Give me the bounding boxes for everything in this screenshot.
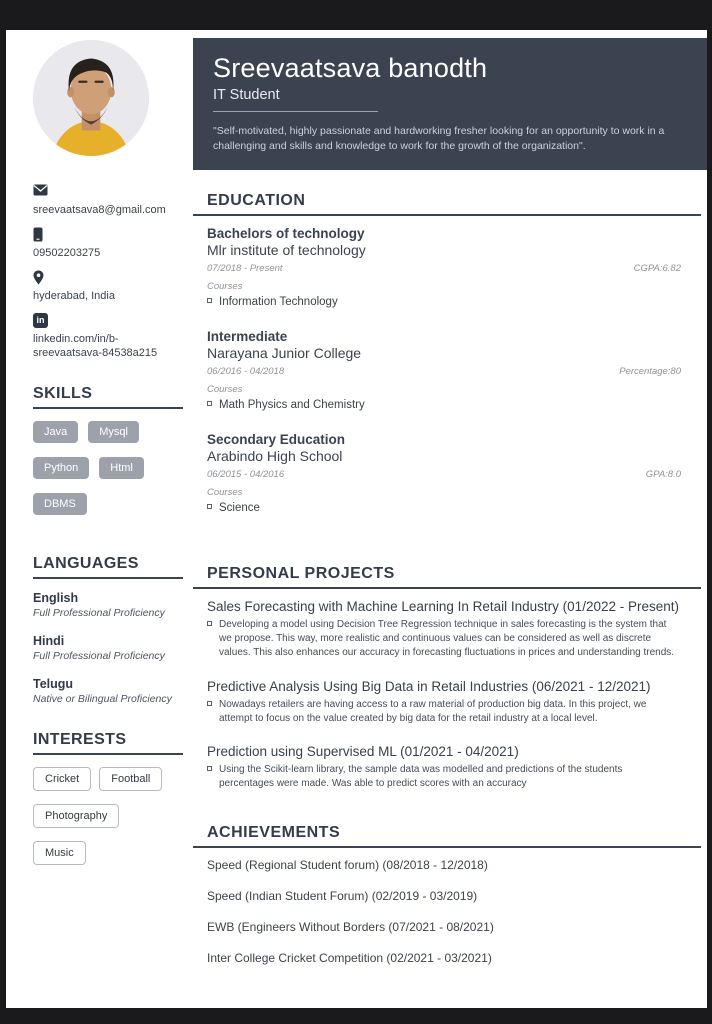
summary-quote: "Self-motivated, highly passionate and hardworking fresher looking for an opportunity to work in a challenging and skills and knowledge to work for the growth of the organization".	[213, 125, 665, 153]
degree: Secondary Education	[207, 432, 346, 448]
project-description-row	[207, 763, 681, 791]
skills-divider	[33, 407, 183, 409]
location-pin-icon	[33, 270, 185, 286]
location-value: hyderabad, India	[33, 289, 115, 302]
linkedin-badge: in	[33, 313, 48, 328]
achievement-item: EWB (Engineers Without Borders (07/2021 - 08/2021)	[207, 920, 494, 935]
language-level: Full Professional Proficiency	[33, 650, 165, 663]
project-title: Prediction using Supervised ML (01/2021 - 04/2021)	[207, 744, 519, 760]
course-item	[207, 399, 681, 411]
phone-icon	[33, 227, 185, 243]
job-title: IT Student	[213, 87, 280, 103]
profile-photo	[33, 40, 149, 156]
language-item	[33, 591, 185, 619]
spacer	[193, 535, 707, 565]
profile-photo-illustration	[33, 40, 149, 156]
interest-tag: Football	[99, 767, 162, 791]
language-item	[33, 677, 185, 705]
skill-tag: Python	[33, 457, 89, 479]
education-body	[193, 216, 707, 514]
resume-header	[193, 38, 707, 170]
achievements-heading: ACHIEVEMENTS	[207, 824, 341, 842]
interests-tags	[33, 767, 185, 878]
skill-tag: Mysql	[88, 421, 139, 443]
email-value[interactable]: sreevaatsava8@gmail.com	[33, 204, 166, 216]
achievement-item: Speed (Regional Student forum) (08/2018 - 12/2018)	[207, 858, 488, 873]
sidebar	[33, 40, 185, 904]
main-column	[193, 38, 707, 982]
square-bullet-icon	[207, 766, 212, 771]
interest-tag: Photography	[33, 804, 119, 828]
course-text: Science	[219, 502, 260, 515]
language-level: Full Professional Proficiency	[33, 607, 165, 620]
languages-divider	[33, 577, 183, 579]
spacer	[193, 810, 707, 824]
school: Arabindo High School	[207, 448, 343, 465]
project-entry	[207, 679, 681, 726]
course-item	[207, 296, 681, 308]
email-icon	[33, 184, 185, 200]
project-entry	[207, 744, 681, 791]
contact-linkedin	[33, 313, 185, 362]
project-description: Using the Scikit-learn library, the sample data was modelled and predictions of the students percentages were made. Was able to predict scores with an accuracy	[219, 764, 623, 790]
education-meta	[207, 263, 681, 274]
achievement-item: Inter College Cricket Competition (02/2021 - 03/2021)	[207, 951, 492, 966]
course-text: Information Technology	[219, 296, 338, 309]
achievements-section	[193, 824, 707, 965]
skill-tag: Java	[33, 421, 78, 443]
resume-page	[6, 30, 707, 1008]
courses-label: Courses	[207, 384, 243, 396]
project-description-row	[207, 698, 681, 726]
project-title: Sales Forecasting with Machine Learning In Retail Industry (01/2022 - Present)	[207, 599, 679, 615]
project-title: Predictive Analysis Using Big Data in Retail Industries (06/2021 - 12/2021)	[207, 678, 651, 694]
skills-heading: SKILLS	[33, 385, 93, 403]
linkedin-icon	[33, 313, 185, 329]
projects-heading: PERSONAL PROJECTS	[207, 565, 395, 583]
score: GPA:8.0	[645, 469, 681, 481]
languages-heading: LANGUAGES	[33, 555, 139, 573]
courses-label: Courses	[207, 281, 243, 293]
date-range: 07/2018 - Present	[207, 263, 283, 275]
achievement-item: Speed (Indian Student Forum) (02/2019 - 03/2019)	[207, 889, 478, 904]
linkedin-value[interactable]: linkedin.com/in/b-sreevaatsava-84538a215	[33, 332, 158, 360]
contact-location	[33, 270, 185, 304]
square-bullet-icon	[207, 701, 212, 706]
square-bullet-icon	[207, 621, 212, 626]
title-underline	[213, 111, 378, 112]
skills-tags	[33, 421, 185, 529]
language-name: Hindi	[33, 634, 65, 649]
language-name: English	[33, 591, 79, 606]
contact-email	[33, 184, 185, 218]
contact-phone	[33, 227, 185, 261]
interest-tag: Music	[33, 841, 86, 865]
education-meta	[207, 469, 681, 480]
score: CGPA:6.82	[633, 263, 681, 275]
course-item	[207, 502, 681, 514]
square-bullet-icon	[207, 298, 212, 303]
school: Narayana Junior College	[207, 345, 362, 362]
language-name: Telugu	[33, 677, 74, 692]
course-text: Math Physics and Chemistry	[219, 399, 365, 412]
project-description: Nowadays retailers are having access to a raw material of production big data. In this project, we attempt to focus on the value created by big data for the retail industry at a local level.	[219, 698, 647, 724]
education-entry	[207, 226, 681, 308]
candidate-name: Sreevaatsava banodth	[213, 53, 488, 83]
language-item	[33, 634, 185, 662]
courses-label: Courses	[207, 487, 243, 499]
skill-tag: DBMS	[33, 493, 87, 515]
project-description-row	[207, 618, 681, 659]
education-section	[193, 192, 707, 514]
interests-divider	[33, 753, 183, 755]
interests-heading: INTERESTS	[33, 731, 127, 749]
projects-body	[193, 589, 707, 791]
score: Percentage:80	[619, 366, 681, 378]
education-entry	[207, 329, 681, 411]
school: Mlr institute of technology	[207, 242, 366, 259]
education-entry	[207, 432, 681, 514]
degree: Bachelors of technology	[207, 226, 365, 242]
square-bullet-icon	[207, 504, 212, 509]
project-entry	[207, 599, 681, 659]
degree: Intermediate	[207, 329, 288, 345]
language-level: Native or Bilingual Proficiency	[33, 693, 172, 706]
skill-tag: Html	[99, 457, 144, 479]
achievements-body	[193, 848, 707, 965]
skills-section	[33, 385, 185, 529]
project-description: Developing a model using Decision Tree Regression technique in sales forecasting is the system that we propose. This way, more realistic and continuous values can be considered as well as discrete values. This also enhances our accuracy in forecasting fluctuations in prices and understanding trends.	[219, 619, 675, 659]
date-range: 06/2015 - 04/2016	[207, 469, 285, 481]
languages-section	[33, 555, 185, 705]
education-meta	[207, 366, 681, 377]
square-bullet-icon	[207, 401, 212, 406]
date-range: 06/2016 - 04/2018	[207, 366, 285, 378]
phone-value: 09502203275	[33, 246, 101, 259]
interest-tag: Cricket	[33, 767, 91, 791]
projects-section	[193, 565, 707, 791]
contact-block	[33, 184, 185, 361]
education-heading: EDUCATION	[207, 192, 306, 210]
interests-section	[33, 731, 185, 878]
